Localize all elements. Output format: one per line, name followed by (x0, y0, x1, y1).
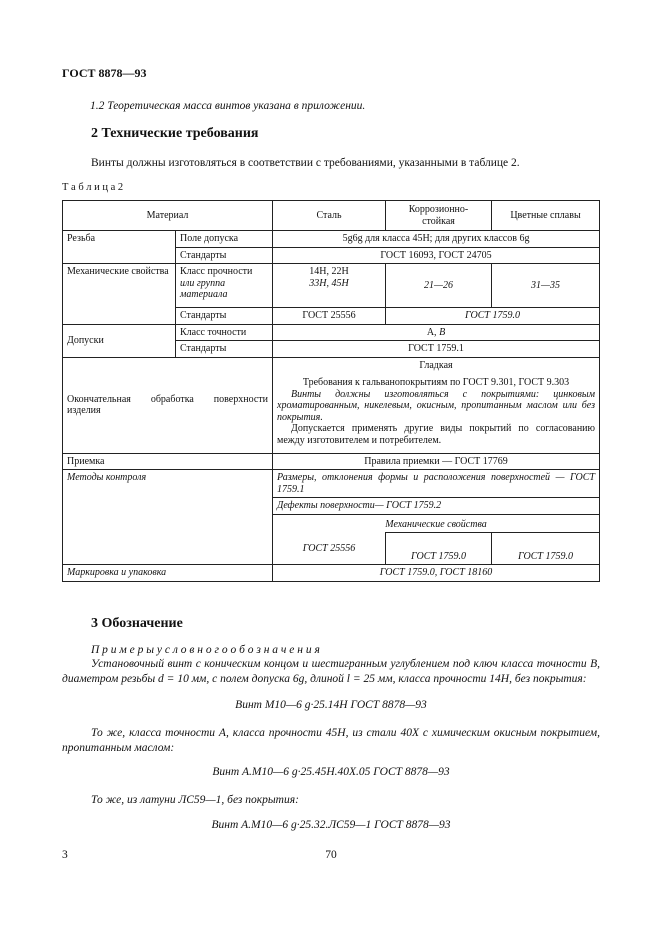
header-material: Материал (63, 201, 273, 231)
marking-value: ГОСТ 1759.0, ГОСТ 18160 (273, 565, 600, 582)
thread-std-label: Стандарты (176, 247, 273, 264)
paragraph-1-2: 1.2 Теоретическая масса винтов указана в приложении. (90, 100, 366, 112)
control-mech-steel: ГОСТ 25556 (273, 533, 386, 565)
section-3-title: 3 Обозначение (91, 616, 183, 631)
example-3-text: То же, из латуни ЛС59—1, без покрытия: (91, 794, 299, 806)
control-label: Методы контроля (63, 470, 273, 565)
example-2-code: Винт А.М10—6 g·25.45Н.40Х.05 ГОСТ 8878—93 (212, 766, 450, 778)
control-mech-nonferrous: ГОСТ 1759.0 (492, 533, 600, 565)
tol-class-value-2: В (439, 326, 446, 338)
finish-value-2: Требования к гальванопокрытиям по ГОСТ 9.301, ГОСТ 9.303 (302, 377, 570, 388)
header-nonferrous: Цветные сплавы (492, 201, 600, 231)
thread-tol-label: Поле допуска (176, 231, 273, 248)
finish-value (273, 357, 600, 453)
control-mech-corrosion: ГОСТ 1759.0 (386, 533, 492, 565)
example-3-code: Винт А.М10—6 g·25.32.ЛС59—1 ГОСТ 8878—93 (211, 819, 451, 831)
mech-std-other: ГОСТ 1759.0 (386, 308, 600, 325)
mech-std-steel: ГОСТ 25556 (273, 308, 386, 325)
section-2-title: 2 Технические требования (91, 126, 259, 141)
mech-corrosion: 21—26 (386, 264, 492, 308)
header-steel: Сталь (273, 201, 386, 231)
requirements-table (62, 200, 600, 582)
tol-std-label: Стандарты (176, 341, 273, 358)
table-caption: Т а б л и ц а 2 (62, 182, 124, 193)
acceptance-value: Правила приемки — ГОСТ 17769 (273, 453, 600, 470)
footer-page-center: 70 (325, 849, 337, 861)
mech-class-label-2: или группа материала (180, 277, 228, 300)
header-corrosion: Коррозионно- стойкая (386, 201, 492, 231)
example-1-code: Винт М10—6 g·25.14Н ГОСТ 8878—93 (235, 699, 427, 711)
mech-nonferrous: 31—35 (492, 264, 600, 308)
document-code: ГОСТ 8878—93 (62, 66, 147, 80)
thread-label: Резьба (63, 231, 176, 264)
tolerances-label: Допуски (63, 324, 176, 357)
marking-label: Маркировка и упаковка (63, 565, 273, 582)
mech-steel-1: 14Н, 22Н (309, 266, 349, 277)
finish-value-3: Винты должны изготовляться с покрытиями: цинковым хроматированным, никелевым, окисным, пропитанным маслом или без покрытия. (277, 388, 595, 423)
examples-title: П р и м е р ы у с л о в н о г о о б о з н а ч е н и я (91, 644, 320, 656)
example-1-text: Установочный винт с коническим концом и шестигранным углублением под ключ класса точности В, диаметром резьбы d = 10 мм, с полем допуска 6g, длиной l = 25 мм, класса прочности 14Н, без покрытия: (62, 658, 600, 685)
example-2-text: То же, класса точности А, класса прочности 45Н, из стали 40Х с химическим окисным покрытием, пропитанным маслом: (62, 727, 600, 754)
finish-value-1: Гладкая (419, 359, 453, 371)
footer-page-left: 3 (62, 849, 68, 861)
finish-label: Окончательная обработка поверхности изделия (63, 357, 273, 453)
finish-value-4: Допускается применять другие виды покрытий по согласованию между изготовителем и потребителем. (277, 423, 595, 446)
mech-class-label-1: Класс прочности (180, 266, 253, 277)
control-dims: Размеры, отклонения формы и расположения поверхностей — ГОСТ 1759.1 (273, 470, 600, 498)
thread-tol-value: 5g6g для класса 45Н; для других классов 6g (273, 231, 600, 248)
mech-class-label (176, 264, 273, 308)
control-defects: Дефекты поверхности— ГОСТ 1759.2 (273, 498, 600, 515)
tol-std-value: ГОСТ 1759.1 (273, 341, 600, 358)
mech-label: Механические свойства (63, 264, 176, 325)
section-2-intro: Винты должны изготовляться в соответствии с требованиями, указанными в таблице 2. (91, 157, 520, 169)
thread-std-value: ГОСТ 16093, ГОСТ 24705 (273, 247, 600, 264)
tol-class-value (273, 324, 600, 341)
tol-class-value-1: А, (426, 326, 437, 338)
acceptance-label: Приемка (63, 453, 273, 470)
tol-class-label: Класс точности (176, 324, 273, 341)
mech-std-label: Стандарты (176, 308, 273, 325)
mech-steel-2: 33Н, 45Н (309, 277, 349, 289)
control-mech-title: Механические свойства (273, 514, 600, 533)
mech-steel (273, 264, 386, 308)
